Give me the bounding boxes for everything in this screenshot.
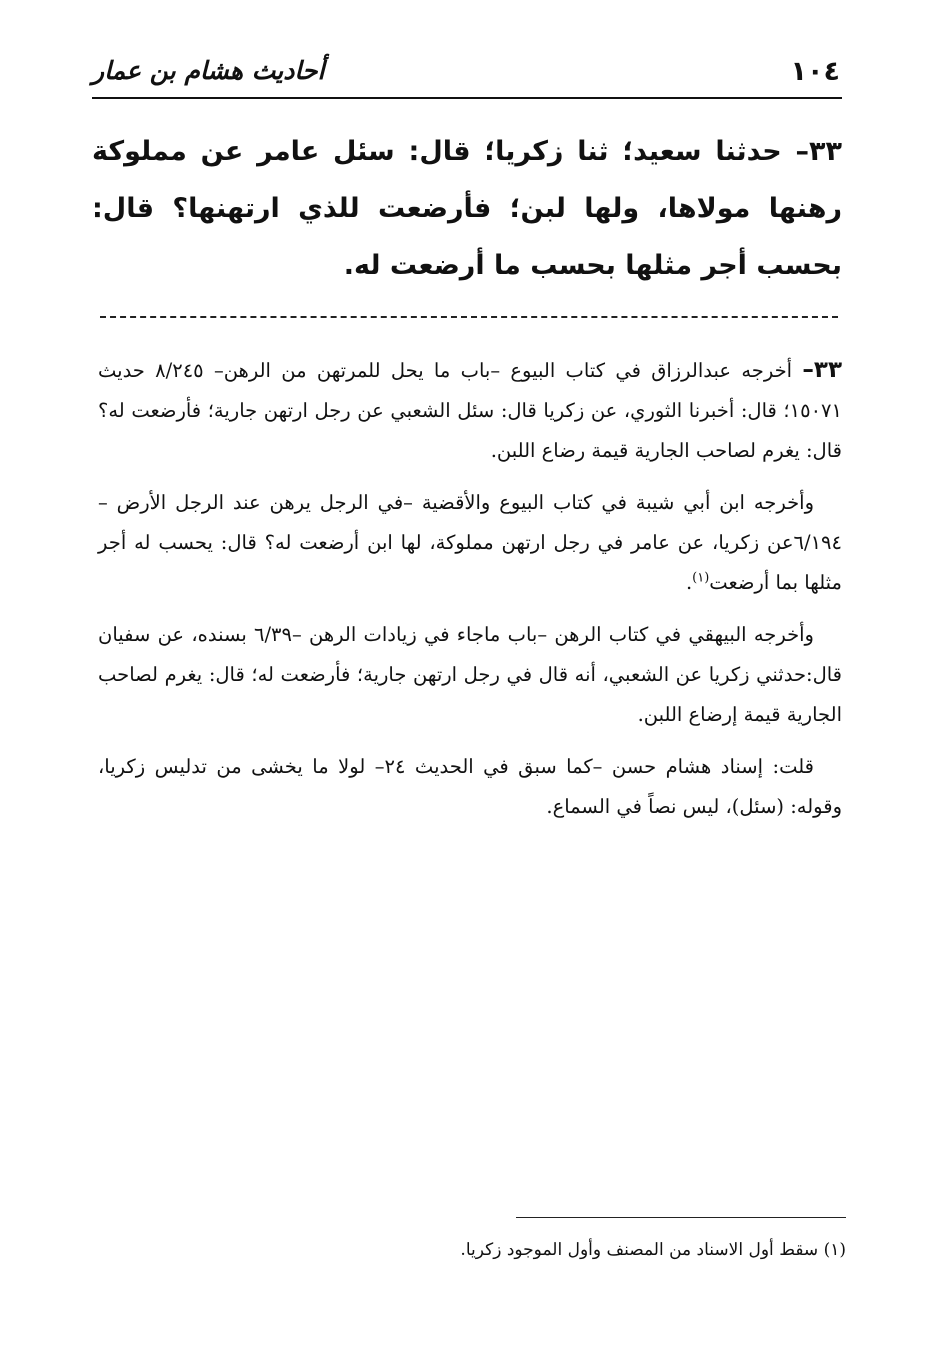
header-rule xyxy=(92,97,842,99)
section-divider xyxy=(100,316,838,318)
note-paragraph-3 xyxy=(98,615,842,735)
footnote-text: (١) سقط أول الاسناد من المصنف وأول الموجود زكريا. xyxy=(460,1240,846,1260)
hadith-text-block xyxy=(92,123,842,294)
note-paragraph-2-text: وأخرجه ابن أبي شيبة في كتاب البيوع والأقضية –في الرجل يرهن عند الرجل الأرض –٦/١٩٤عن زكريا، عن عامر في رجل ارتهن مملوكة، لها ابن أرضعت له؟ قال: يحسب له أجر مثلها بما أرضعت xyxy=(98,491,842,594)
footnote-marker[interactable]: (١) xyxy=(692,570,710,586)
footnote-rule xyxy=(516,1217,846,1218)
note-number: ٣٣– xyxy=(802,357,842,383)
page-header xyxy=(92,52,840,96)
note-paragraph-4-text: قلت: إسناد هشام حسن –كما سبق في الحديث ٢٤– لولا ما يخشى من تدليس زكريا، وقوله: (سئل)، ليس نصاً في السماع. xyxy=(98,755,842,818)
page-number: ١٠٤ xyxy=(790,56,840,87)
takhrij-notes xyxy=(98,350,842,839)
note-paragraph-1 xyxy=(98,350,842,471)
note-paragraph-2 xyxy=(98,483,842,603)
hadith-body: حدثنا سعيد؛ ثنا زكريا؛ قال: سئل عامر عن مملوكة رهنها مولاها، ولها لبن؛ فأرضعت للذي ارتهنها؟ قال: بحسب أجر مثلها بحسب ما أرضعت له. xyxy=(92,136,842,281)
footnote xyxy=(300,1236,846,1264)
note-paragraph-3-text: وأخرجه البيهقي في كتاب الرهن –باب ماجاء في زيادات الرهن –٦/٣٩ بسنده، عن سفيان قال:حدثني زكريا عن الشعبي، أنه قال في رجل ارتهن جارية؛ فأرضعت له؛ قال: يغرم لصاحب الجارية قيمة إرضاع اللبن. xyxy=(98,623,842,726)
note-paragraph-1-text: أخرجه عبدالرزاق في كتاب البيوع –باب ما يحل للمرتهن من الرهن– ٨/٢٤٥ حديث ١٥٠٧١؛ قال: أخبرنا الثوري، عن زكريا قال: سئل الشعبي عن رجل ارتهن جارية؛ فأرضعت له؟ قال: يغرم لصاحب الجارية قيمة رضاع اللبن. xyxy=(98,359,842,462)
hadith-number: ٣٣– xyxy=(795,136,842,167)
note-paragraph-2-end: . xyxy=(685,571,693,594)
running-title: أحاديث هشام بن عمار xyxy=(92,56,325,85)
note-paragraph-4 xyxy=(98,747,842,827)
